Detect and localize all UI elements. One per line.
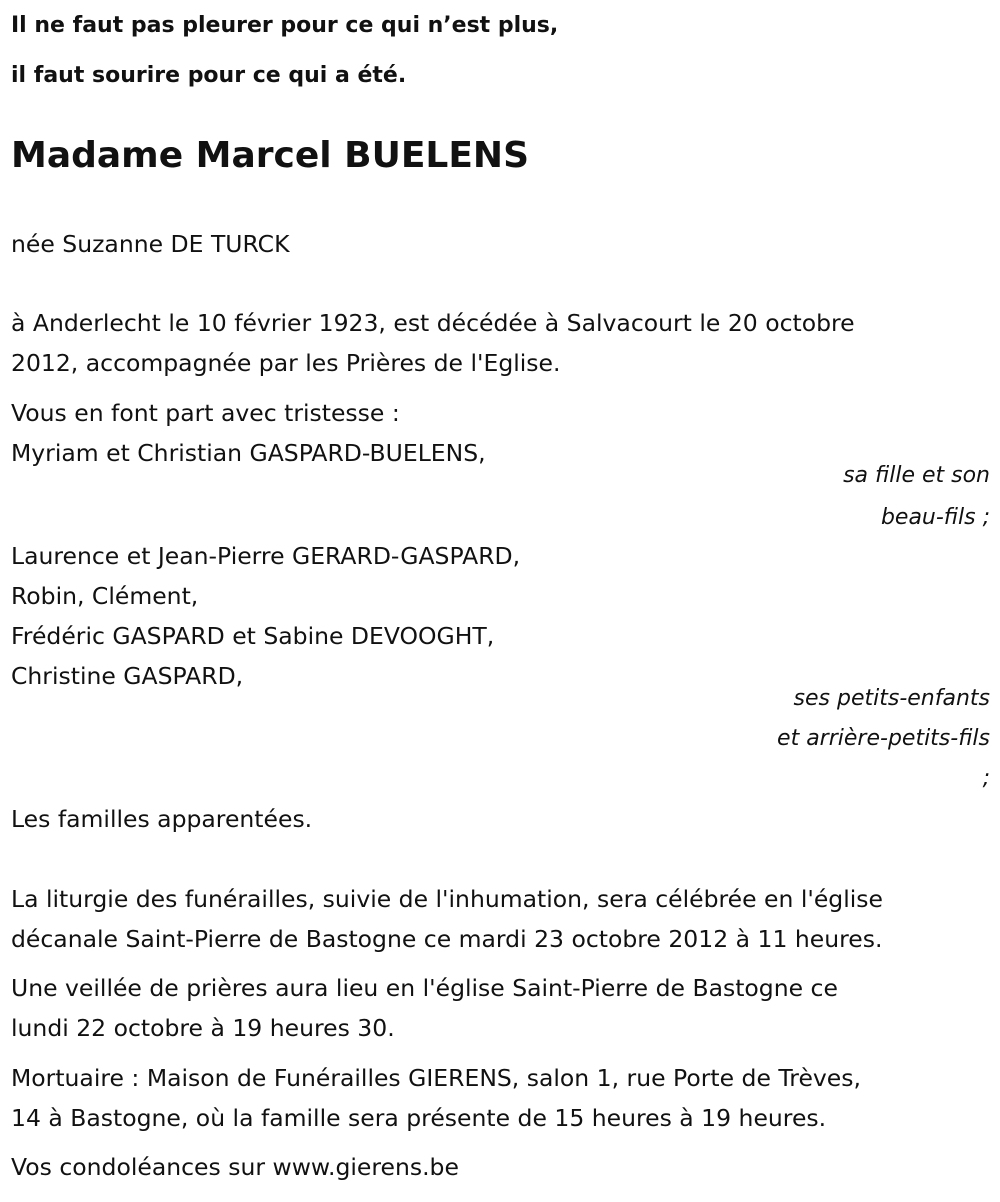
- grandchildren-line-1: Laurence et Jean-Pierre GERARD-GASPARD,: [11, 542, 521, 570]
- announcement-line-1: à Anderlecht le 10 février 1923, est décédée à Salvacourt le 20 octobre: [11, 309, 855, 337]
- vigil-line-2: lundi 22 octobre à 19 heures 30.: [11, 1014, 395, 1042]
- grandchildren-relation-line-3: ;: [982, 766, 990, 791]
- vigil-line-1: Une veillée de prières aura lieu en l'église Saint-Pierre de Bastogne ce: [11, 974, 838, 1002]
- epigraph-line-1: Il ne faut pas pleurer pour ce qui n’est plus,: [11, 13, 559, 38]
- announcement-line-2: 2012, accompagnée par les Prières de l'Eglise.: [11, 349, 561, 377]
- relatives: Les familles apparentées.: [11, 805, 313, 833]
- condolences-link: Vos condoléances sur www.gierens.be: [11, 1153, 459, 1181]
- grandchildren-relation-line-2: et arrière-petits-fils: [777, 726, 990, 751]
- grandchildren-line-3: Frédéric GASPARD et Sabine DEVOOGHT,: [11, 622, 495, 650]
- funeral-line-1: La liturgie des funérailles, suivie de l'inhumation, sera célébrée en l'église: [11, 885, 883, 913]
- grandchildren-line-2: Robin, Clément,: [11, 582, 199, 610]
- children-names: Myriam et Christian GASPARD-BUELENS,: [11, 439, 486, 467]
- funeral-line-2: décanale Saint-Pierre de Bastogne ce mardi 23 octobre 2012 à 11 heures.: [11, 925, 883, 953]
- children-relation-line-1: sa fille et son: [843, 463, 990, 488]
- mortuary-line-2: 14 à Bastogne, où la famille sera présente de 15 heures à 19 heures.: [11, 1104, 827, 1132]
- deceased-name: Madame Marcel BUELENS: [11, 135, 529, 176]
- grandchildren-relation-line-1: ses petits-enfants: [793, 686, 990, 711]
- children-relation-line-2: beau-fils ;: [880, 505, 990, 530]
- mortuary-line-1: Mortuaire : Maison de Funérailles GIERENS, salon 1, rue Porte de Trèves,: [11, 1064, 861, 1092]
- epigraph-line-2: il faut sourire pour ce qui a été.: [11, 63, 407, 88]
- grandchildren-line-4: Christine GASPARD,: [11, 662, 244, 690]
- birth-name: née Suzanne DE TURCK: [11, 230, 290, 258]
- family-intro: Vous en font part avec tristesse :: [11, 399, 400, 427]
